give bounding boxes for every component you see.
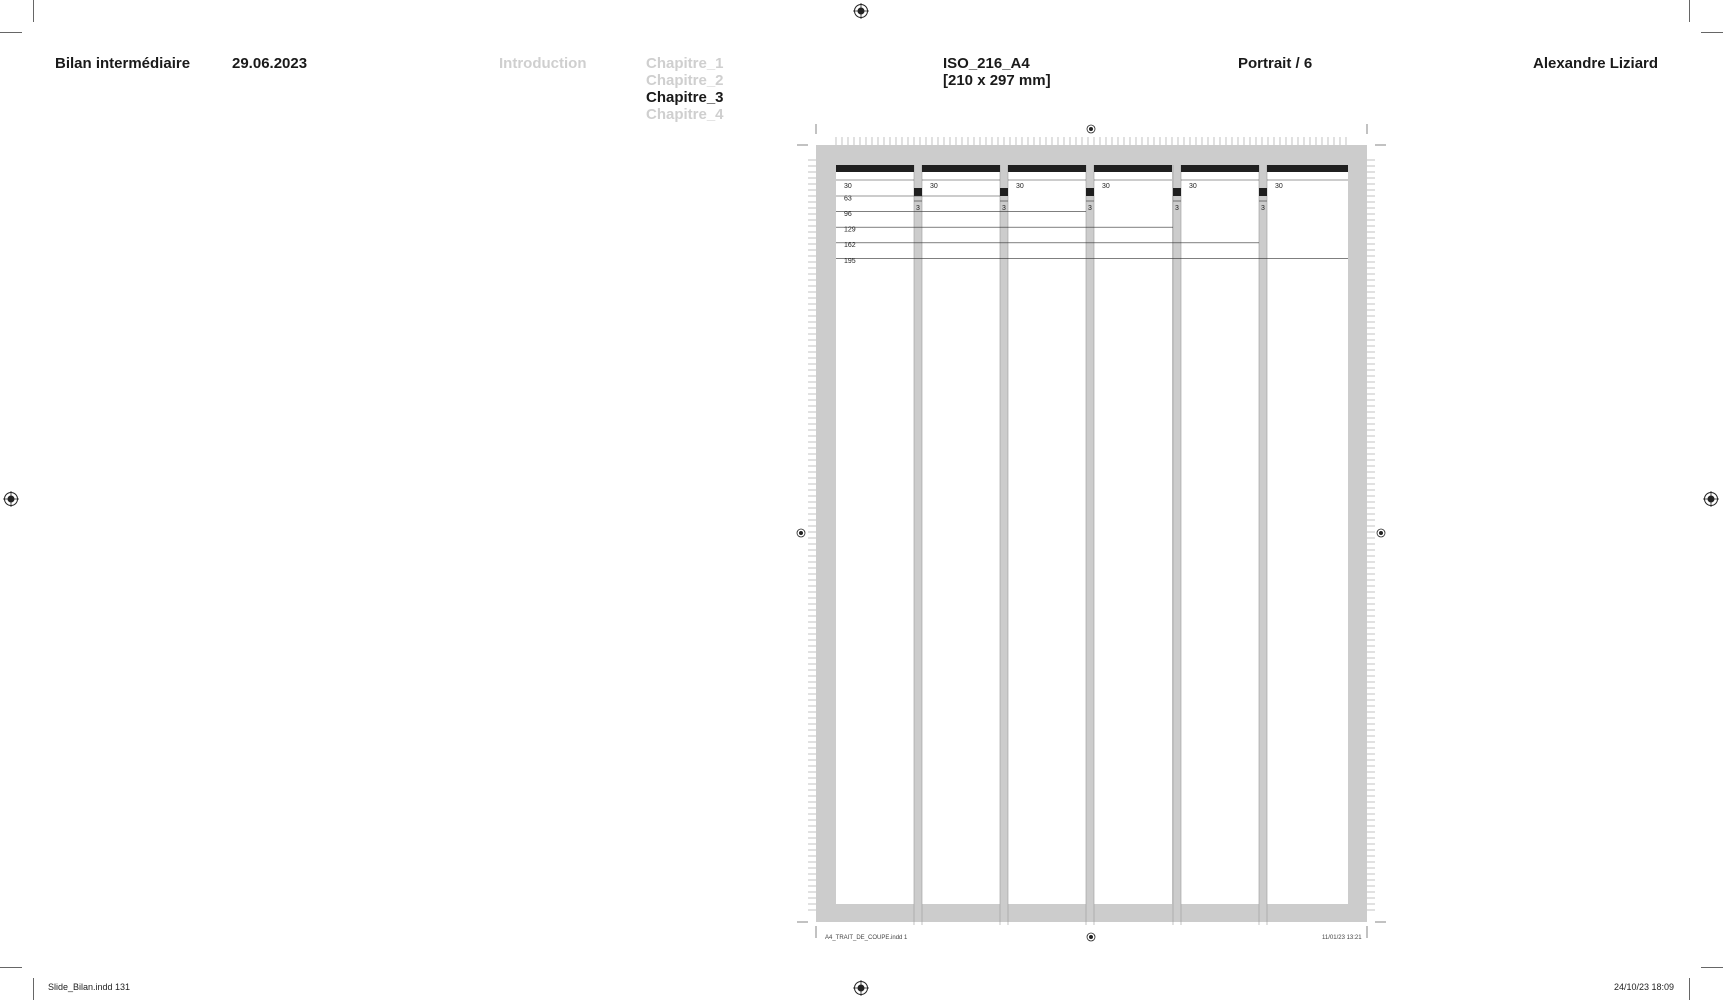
author-name: Alexandre Liziard — [1533, 55, 1659, 72]
format-size: [210 x 297 mm] — [943, 72, 1051, 89]
column-width-label: 30 — [1102, 183, 1110, 190]
column-bar — [922, 165, 1000, 172]
column-bar — [1267, 165, 1348, 172]
nav-chapter-3[interactable]: Chapitre_3 — [646, 89, 724, 106]
slug-filename: A4_TRAIT_DE_COUPE.indd 1 — [825, 935, 908, 941]
nav-chapter-4[interactable]: Chapitre_4 — [646, 106, 724, 123]
footer-file: Slide_Bilan.indd 131 — [48, 982, 131, 992]
gutter-marker — [1086, 188, 1094, 196]
gutter-width-label: 3 — [916, 205, 920, 212]
column-bar — [1094, 165, 1172, 172]
column-bar — [836, 165, 914, 172]
column-width-label: 30 — [1275, 183, 1283, 190]
nav-introduction[interactable]: Introduction — [499, 55, 587, 72]
slug-timestamp: 11/01/23 13:21 — [1322, 935, 1362, 941]
cumulative-measure-label: 129 — [844, 226, 856, 234]
cumulative-measure-label: 96 — [844, 211, 852, 218]
registration-mark-icon — [1089, 935, 1093, 939]
footer-timestamp: 24/10/23 18:09 — [1614, 982, 1675, 992]
column-width-label: 30 — [1016, 183, 1024, 190]
project-date: 29.06.2023 — [232, 55, 308, 72]
format-name: ISO_216_A4 — [943, 55, 1030, 72]
orientation-label: Portrait / 6 — [1238, 55, 1313, 72]
grid-column — [1094, 165, 1172, 904]
grid-column — [922, 165, 1000, 904]
grid-column — [1267, 165, 1348, 904]
grid-column — [836, 165, 914, 904]
cumulative-measure-label: 195 — [844, 257, 856, 265]
gutter-width-label: 3 — [1088, 205, 1092, 212]
nav-chapter-2[interactable]: Chapitre_2 — [646, 72, 724, 89]
cumulative-measure-label: 63 — [844, 195, 852, 203]
gutter-width-label: 3 — [1175, 205, 1179, 212]
project-title: Bilan intermédiaire — [55, 55, 191, 72]
grid-column — [1181, 165, 1259, 904]
column-width-label: 30 — [844, 183, 852, 190]
nav-chapter-1[interactable]: Chapitre_1 — [646, 55, 724, 72]
gutter-marker — [914, 188, 922, 196]
registration-mark-icon — [1379, 531, 1383, 535]
column-width-label: 30 — [930, 183, 938, 190]
gutter-marker — [1173, 188, 1181, 196]
registration-mark-icon — [1089, 127, 1093, 131]
gutter-marker — [1259, 188, 1267, 196]
gutter-width-label: 3 — [1261, 205, 1265, 212]
column-bar — [1181, 165, 1259, 172]
grid-column — [1008, 165, 1086, 904]
gutter-width-label: 3 — [1002, 205, 1006, 212]
column-bar — [1008, 165, 1086, 172]
gutter-marker — [1000, 188, 1008, 196]
cumulative-measure-label: 162 — [844, 242, 856, 250]
registration-mark-icon — [799, 531, 803, 535]
column-width-label: 30 — [1189, 183, 1197, 190]
